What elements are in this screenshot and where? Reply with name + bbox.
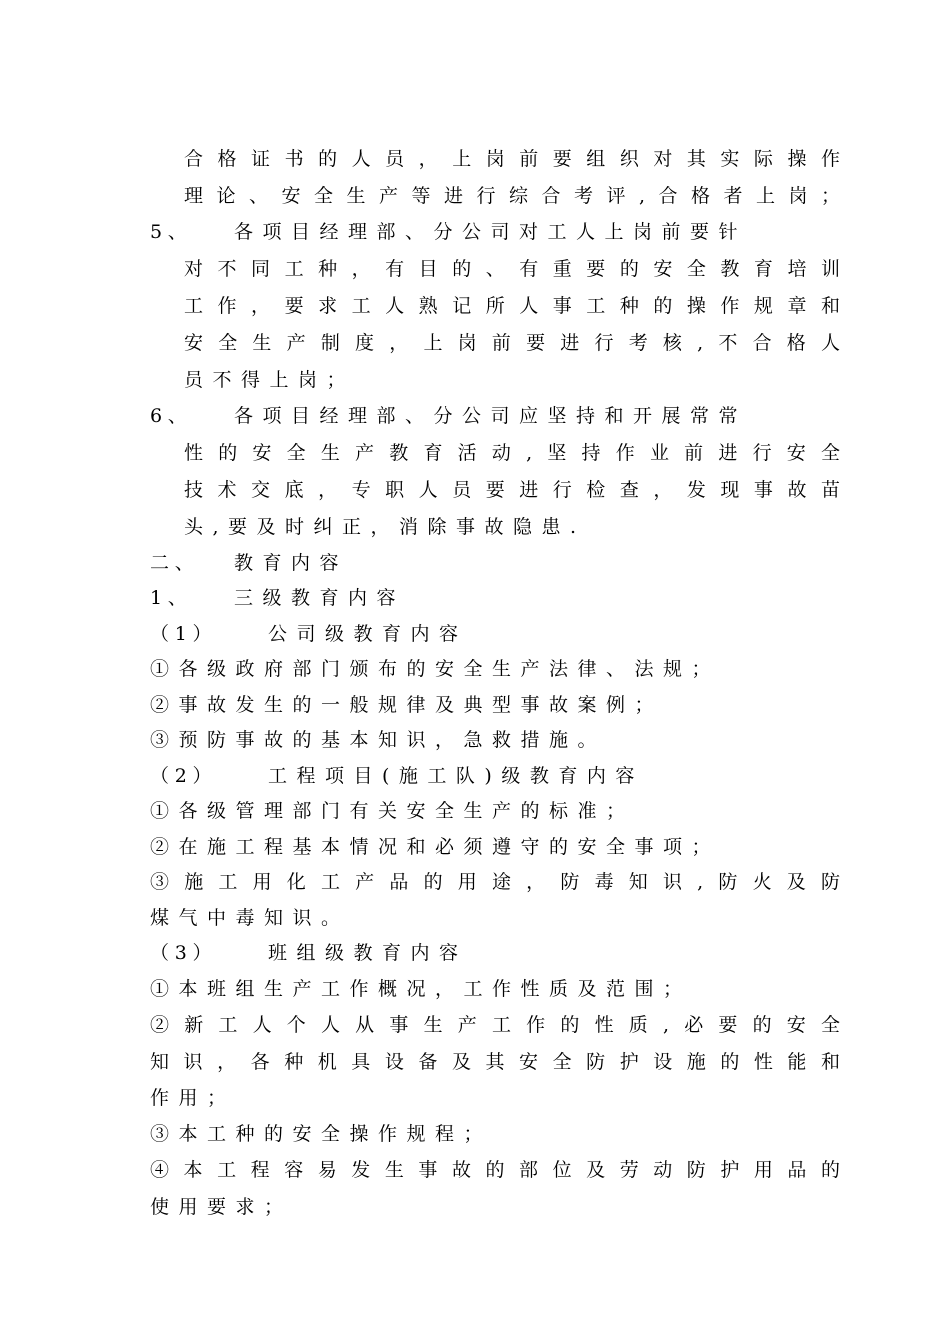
- section-title: 教育内容: [234, 552, 349, 574]
- item-number: 6、: [150, 405, 193, 427]
- section-number: 二、: [150, 552, 200, 574]
- subsection-number: （3）: [150, 942, 218, 964]
- list-item: ①各级管理部门有关安全生产的标准；: [150, 800, 635, 822]
- text-line: 性的安全生产教育活动,坚持作业前进行安全: [184, 442, 840, 464]
- subsection-title: 三级教育内容: [234, 587, 406, 609]
- text-line: 使用要求；: [150, 1196, 293, 1218]
- subsection-title: 公司级教育内容: [268, 623, 468, 645]
- list-item: ③本工种的安全操作规程；: [150, 1123, 493, 1145]
- text-line: 作用；: [150, 1087, 236, 1109]
- list-item: [150, 398, 840, 434]
- list-item: ②新工人个人从事生产工作的性质,必要的安全: [150, 1014, 840, 1036]
- item-text: 各项目经理部、分公司应坚持和开展常常: [234, 405, 748, 427]
- text-line: 安全生产制度，上岗前要进行考核,不合格人: [184, 332, 840, 354]
- item-number: 5、: [150, 221, 193, 243]
- text-line: 知识，各种机具设备及其安全防护设施的性能和: [150, 1051, 840, 1073]
- text-line: 合格证书的人员，上岗前要组织对其实际操作: [184, 148, 840, 170]
- list-item: ①本班组生产工作概况，工作性质及范围；: [150, 978, 692, 1000]
- subsection-heading: [150, 616, 840, 652]
- subsection-heading: [150, 580, 840, 616]
- list-item: [150, 214, 840, 250]
- subsection-heading: [150, 935, 840, 971]
- text-line: 头,要及时纠正，消除事故隐患.: [184, 516, 586, 538]
- list-item: ①各级政府部门颁布的安全生产法律、法规；: [150, 658, 721, 680]
- text-line: 煤气中毒知识。: [150, 907, 350, 929]
- text-line: 工作，要求工人熟记所人事工种的操作规章和: [184, 295, 840, 317]
- subsection-heading: [150, 758, 840, 794]
- item-text: 各项目经理部、分公司对工人上岗前要针: [234, 221, 748, 243]
- list-item: ②在施工程基本情况和必须遵守的安全事项；: [150, 836, 721, 858]
- subsection-title: 工程项目(施工队)级教育内容: [268, 765, 644, 787]
- text-line: 员不得上岗；: [184, 369, 356, 391]
- subsection-number: （1）: [150, 623, 218, 645]
- subsection-number: 1、: [150, 587, 193, 609]
- list-item: ②事故发生的一般规律及典型事故案例；: [150, 694, 664, 716]
- subsection-number: （2）: [150, 765, 218, 787]
- section-heading: [150, 545, 840, 581]
- text-line: 对不同工种，有目的、有重要的安全教育培训: [184, 258, 840, 280]
- text-line: 技术交底，专职人员要进行检查，发现事故苗: [184, 479, 840, 501]
- subsection-title: 班组级教育内容: [268, 942, 468, 964]
- list-item: ③施工用化工产品的用途，防毒知识,防火及防: [150, 871, 840, 893]
- list-item: ④本工程容易发生事故的部位及劳动防护用品的: [150, 1159, 840, 1181]
- list-item: ③预防事故的基本知识，急救措施。: [150, 729, 607, 751]
- text-line: 理论、安全生产等进行综合考评,合格者上岗；: [184, 185, 840, 207]
